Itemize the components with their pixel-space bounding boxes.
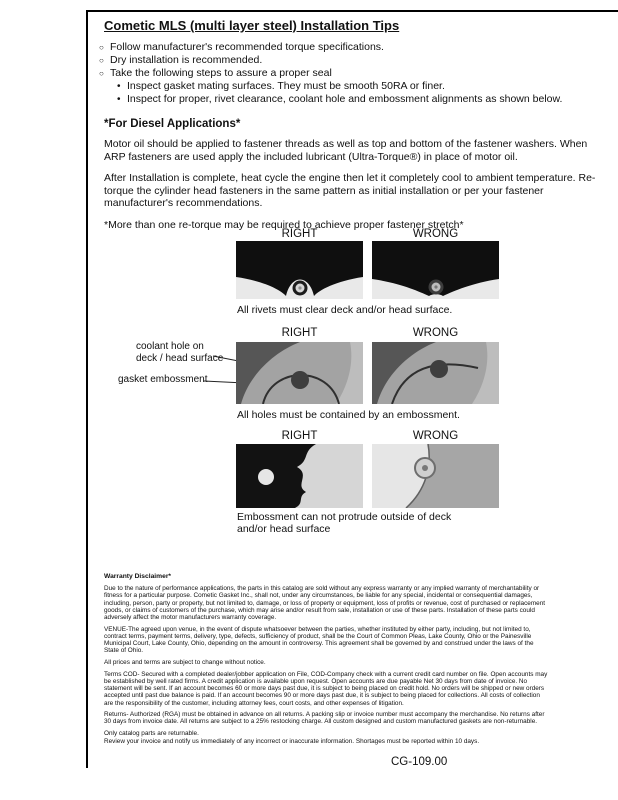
bolt-hole [258, 469, 274, 485]
coolant-hole [291, 371, 309, 389]
embossment-wrong-diagram [372, 444, 499, 508]
wrong-label-row1: WRONG [412, 228, 459, 240]
tip-text: Inspect gasket mating surfaces. They must be smooth 50RA or finer. [127, 80, 445, 92]
disclaimer-paragraph-venue: VENUE-The agreed upon venue, in the event of dispute whatsoever between the parties, whether instituted by either party, including, but not limited to, contract terms, payment terms, delivery, type, defects, sufficiency of product, shall be the Court of Common Pleas, Lake County, Ohio or the Painesville Municipal Court, Lake County, Ohio, depending on the amount in controversy. This agreement shall be governed by and construed under the laws of the State of Ohio. [104, 625, 534, 655]
retorque-note: *More than one re-torque may be required to achieve proper fastener stretch* [104, 218, 464, 231]
hole-right-diagram [236, 342, 363, 404]
embossment-wrong-image [372, 444, 499, 508]
list-item [117, 80, 604, 93]
gasket-embossment-annotation: gasket embossment [118, 374, 208, 385]
rivet-center [298, 286, 301, 289]
circle-bullet-icon: ○ [99, 56, 104, 65]
right-label-row3: RIGHT [281, 430, 318, 442]
coolant-hole [430, 360, 448, 378]
dot-bullet-icon: • [117, 81, 121, 92]
diagram-caption-holes: All holes must be contained by an embossment. [237, 409, 460, 421]
right-label-row2: RIGHT [281, 327, 318, 339]
rivet-right-image [236, 241, 363, 299]
rivet-wrong-image [372, 241, 499, 299]
disclaimer-line-catalog: Only catalog parts are returnable. [104, 730, 199, 738]
annotation-line: coolant hole on [136, 341, 204, 352]
list-item [99, 67, 604, 80]
disclaimer-paragraph-warranty: Due to the nature of performance applications, the parts in this catalog are sold without any express warranty or any implied warranty of merchantability or fitness for a particular purpose. Cometic Gasket Inc., shall not, under any circumstances, be liable for any special, incidental or consequential damages, including, person, party or property, but not limited to, damage, or loss of property or equipment, loss of profits or revenue, cost of purchased or replacement goods, or claims of customers of the purchase, which may arise and/or result from sale, installation or use of these parts. Installation of these parts could adversely affect the motor manufacturers warranty coverage. [104, 585, 546, 622]
disclaimer-paragraph-returns: Returns- Authorized (RGA) must be obtained in advance on all returns. A packing slip or invoice number must accompany the merchandise. No returns after 30 days from invoice date. All returns are subject to a 25% restocking charge. All custom designed and custom manufactured gaskets are non-returnable. [104, 711, 545, 726]
list-item [117, 93, 604, 106]
diesel-applications-heading: *For Diesel Applications* [104, 118, 241, 130]
disclaimer-paragraph-terms: Terms COD- Secured with a completed dealer/jobber application on File, COD-Company check with a current credit card number on file. Open accounts may be established by well rated firms. A credit application is available upon request. Open accounts are due payable Net 30 days from date of invoice. No statement will be sent. If an account becomes 60 or more days past due, it is subject to being placed on credit hold. No orders will be shipped or new orders accepted until past due balance is paid. If an account becomes 90 or more days past due, it is subject to being placed for collections. All costs of collection are the responsibility of the customer, including attorney fees, court costs, and other expenses of litigation. [104, 670, 548, 707]
list-item [99, 41, 604, 54]
wrong-label-row2: WRONG [412, 327, 459, 339]
diagram-caption-rivets: All rivets must clear deck and/or head surface. [237, 304, 453, 316]
right-label-row1: RIGHT [281, 228, 318, 240]
disclaimer-line-review: Review your invoice and notify us immediately of any incorrect or inaccurate information. Shortages must be reported within 10 days. [104, 737, 480, 745]
dot-bullet-icon: • [117, 94, 121, 105]
tip-text: Inspect for proper, rivet clearance, coolant hole and embossment alignments as shown below. [127, 93, 563, 105]
disclaimer-paragraph-prices: All prices and terms are subject to change without notice. [104, 659, 266, 667]
circle-bullet-icon: ○ [99, 69, 104, 78]
disclaimer-heading: Warranty Disclaimer* [104, 573, 172, 580]
rivet-wrong-diagram [372, 241, 499, 299]
embossment-center [422, 465, 428, 471]
annotation-line: deck / head surface [136, 352, 224, 364]
page-code: CG-109.00 [391, 756, 448, 768]
tips-list [99, 41, 604, 106]
tip-text: Follow manufacturer's recommended torque specifications. [110, 41, 384, 53]
rivet-center [434, 285, 437, 288]
page-border-top [86, 10, 618, 12]
tip-text: Take the following steps to assure a proper seal [110, 67, 332, 79]
list-item [99, 54, 604, 67]
rivet-right-diagram [236, 241, 363, 299]
hole-wrong-image [372, 342, 499, 404]
circle-bullet-icon: ○ [99, 43, 104, 52]
embossment-right-image [236, 444, 363, 508]
diagram-caption-embossment [237, 511, 451, 535]
diesel-paragraph-heat-cycle: After Installation is complete, heat cycle the engine then let it completely cool to ambient temperature. Re-torque the cylinder head fasteners in the same pattern as initial installation or per your fastener manufacturer's recommendations. [104, 172, 596, 209]
caption-line: Embossment can not protrude outside of deck [237, 511, 452, 523]
tip-text: Dry installation is recommended. [110, 54, 263, 66]
content-column [99, 18, 604, 240]
wrong-label-row3: WRONG [412, 430, 459, 442]
embossment-right-diagram [236, 444, 363, 508]
caption-line: and/or head surface [237, 523, 331, 535]
warranty-disclaimer [104, 573, 550, 746]
hole-wrong-diagram [372, 342, 499, 404]
page-title: Cometic MLS (multi layer steel) Installation Tips [104, 18, 400, 33]
page-border-left [86, 10, 88, 768]
hole-right-image [236, 342, 363, 404]
diesel-paragraph-oil: Motor oil should be applied to fastener threads as well as top and bottom of the fastener washers. When ARP fasteners are used apply the included lubricant (Ultra-Torque®) in place of motor oil. [104, 138, 588, 163]
